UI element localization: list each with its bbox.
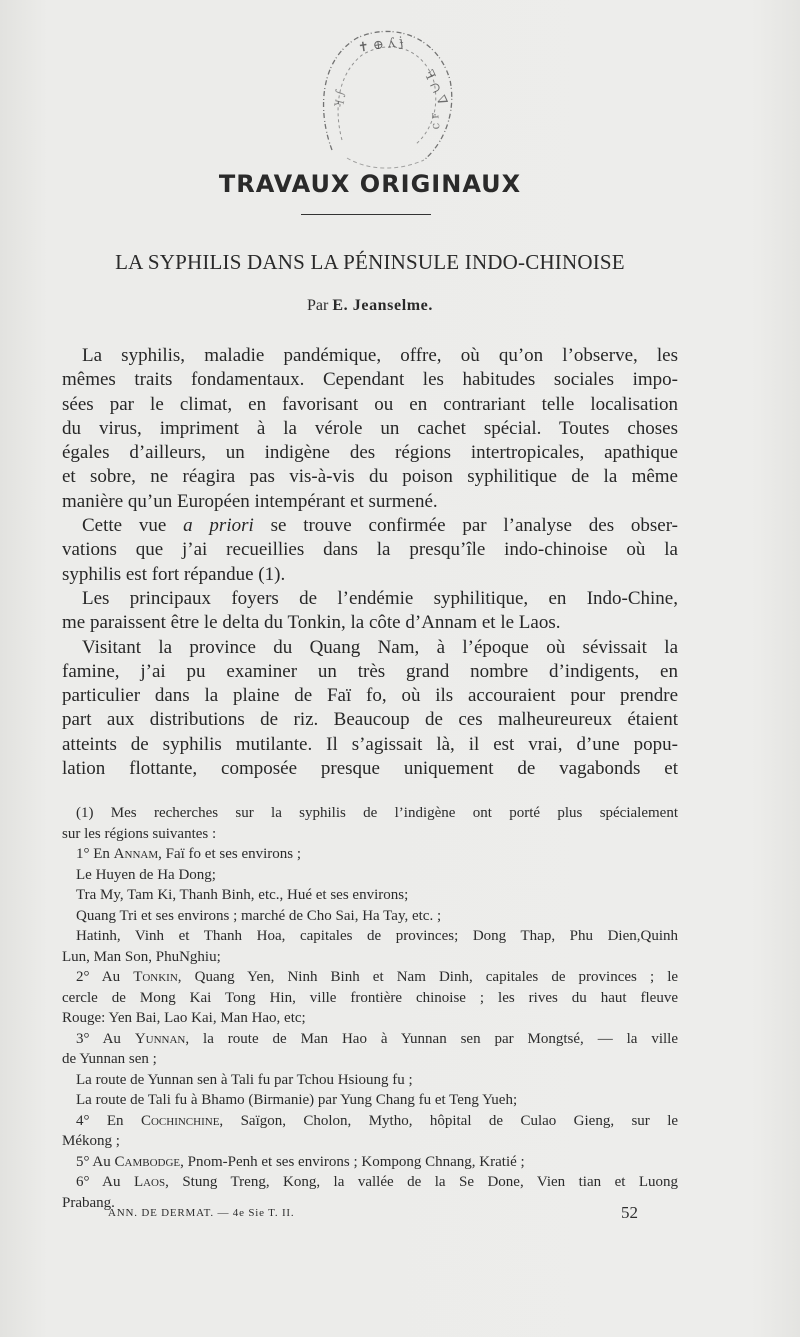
- article-title: LA SYPHILIS DANS LA PÉNINSULE INDO-CHINOISE: [115, 250, 625, 274]
- region-name: Tonkin,: [133, 969, 182, 985]
- byline: [0, 297, 740, 315]
- body-line: me paraissent être le delta du Tonkin, la côte d’Annam et le Laos.: [62, 612, 561, 634]
- body-line: syphilis est fort répandue (1).: [62, 563, 286, 585]
- body-line: vations que j’ai recueillies dans la presqu’île indo-chinoise où la: [62, 539, 678, 561]
- body-line: famine, j’ai pu examiner un très grand nombre d’indigents, en: [62, 660, 678, 682]
- region-name: Laos,: [133, 1174, 169, 1190]
- footnote-line: [62, 1172, 678, 1193]
- footnote-line: (1) Mes recherches sur la syphilis de l’indigène ont porté plus spécialement: [76, 805, 678, 821]
- footnote-text: Quang Yen, Ninh Binh et Nam Dinh, capitales de provinces ; le: [194, 969, 679, 985]
- body-line: mêmes traits fondamentaux. Cependant les habitudes sociales impo-: [62, 369, 678, 391]
- body-line: La syphilis, maladie pandémique, offre, où qu’on l’observe, les: [82, 345, 678, 366]
- footnote-number: 6° Au: [76, 1174, 121, 1190]
- footnote-line: [62, 1029, 678, 1050]
- region-name: Annam,: [113, 846, 162, 862]
- footnote-number: 2° Au: [76, 969, 121, 985]
- footnote-line: [62, 967, 678, 988]
- footnote-text: Saïgon, Cholon, Mytho, hôpital de Culao Gieng, sur le: [240, 1112, 679, 1129]
- body-line: atteints de syphilis mutilante. Il s’agissait là, il est vrai, d’une popu-: [62, 733, 678, 755]
- footnote-line: Quang Tri et ses environs ; marché de Cho Sai, Ha Tay, etc. ;: [76, 907, 442, 924]
- footnote: [62, 803, 678, 1213]
- footnote-line: cercle de Mong Kai Tong Hin, ville frontière chinoise ; les rives du haut fleuve: [62, 989, 678, 1006]
- footnote-line: La route de Yunnan sen à Tali fu par Tchou Hsioung fu ;: [76, 1071, 413, 1088]
- svg-text:ʞ ∫: ʞ ∫: [329, 88, 348, 109]
- footnote-line: Tra My, Tam Ki, Thanh Binh, etc., Hué et ses environs;: [76, 887, 409, 903]
- body-line: [62, 514, 678, 538]
- footnote-line: La route de Tali fu à Bhamo (Birmanie) par Yung Chang fu et Teng Yueh;: [76, 1092, 518, 1108]
- footnote-text: Faï fo et ses environs ;: [165, 846, 302, 862]
- footnote-line: Rouge: Yen Bai, Lao Kai, Man Hao, etc;: [62, 1010, 306, 1026]
- body-line: Visitant la province du Quang Nam, à l’époque où sévissait la: [82, 636, 678, 658]
- region-name: Yunnan,: [134, 1030, 190, 1047]
- footnote-text: Pnom-Penh et ses environs ; Kompong Chnang, Kratié ;: [187, 1153, 525, 1170]
- body-text-segment: Cette vue: [82, 515, 167, 537]
- footnote-line: [62, 1111, 678, 1132]
- body-line: part aux distributions de riz. Beaucoup de ces malheureureux étaient: [62, 709, 678, 731]
- footnote-line: Hatinh, Vinh et Thanh Hoa, capitales de provinces; Dong Thap, Phu Dien,Quinh: [76, 928, 678, 944]
- svg-text:✝ ⊕ ʎ ɉ: ✝ ⊕ ʎ ɉ: [357, 34, 405, 56]
- footnote-line: sur les régions suivantes :: [62, 825, 217, 842]
- footnote-text: la route de Man Hao à Yunnan sen par Mongtsé, — la ville: [203, 1030, 678, 1047]
- italic-phrase: a priori: [183, 515, 254, 537]
- body-line: et sobre, ne réagira pas vis-à-vis du poison syphilitique de la même: [62, 466, 678, 488]
- footnote-number: 1° En: [76, 846, 110, 862]
- region-name: Cochinchine,: [140, 1112, 224, 1129]
- region-name: Cambodge,: [114, 1153, 184, 1170]
- footnote-number: 4° En: [76, 1112, 124, 1129]
- footnote-line: de Yunnan sen ;: [62, 1051, 157, 1067]
- body-line: du virus, impriment à la vérole un cachet spécial. Toutes choses: [62, 417, 678, 439]
- footnote-line: Prabang.: [62, 1194, 115, 1211]
- library-stamp-icon: [312, 20, 462, 190]
- byline-prefix: Par: [306, 297, 329, 314]
- footnote-text: Stung Treng, Kong, la vallée de la Se Done, Vien tian et Luong: [182, 1174, 679, 1190]
- footnote-line: Le Huyen de Ha Dong;: [76, 866, 216, 883]
- body-line: sées par le climat, en favorisant ou en contrariant telle localisation: [62, 393, 678, 415]
- body-line: Les principaux foyers de l’endémie syphilitique, en Indo-Chine,: [82, 587, 678, 609]
- author-name: E. Jeanselme.: [332, 297, 433, 314]
- footnote-number: 3° Au: [76, 1030, 121, 1047]
- footnote-line: Lun, Man Son, PhuNghiu;: [62, 948, 221, 965]
- page-number: 52: [621, 1203, 638, 1222]
- footnote-line: Mékong ;: [62, 1133, 120, 1149]
- svg-text:ⅎ ɔ: ⅎ ɔ: [428, 112, 445, 130]
- article-body: [62, 344, 678, 781]
- svg-text:ꟻ ∩ ∇: ꟻ ∩ ∇: [420, 67, 450, 108]
- body-line: manière qu’un Européen intempérant et surmené.: [62, 490, 438, 512]
- page-footer: [108, 1203, 638, 1222]
- body-line: particulier dans la plaine de Faï fo, où ils accouraient pour prendre: [62, 685, 678, 707]
- footnote-line: [62, 844, 678, 865]
- body-text-segment: se trouve confirmée par l’analyse des obser-: [270, 515, 678, 537]
- body-line: lation flottante, composée presque uniquement de vagabonds et: [62, 758, 678, 780]
- section-title: TRAVAUX ORIGINAUX: [218, 170, 522, 198]
- title-divider: [301, 214, 431, 215]
- journal-reference: ANN. DE DERMAT. — 4e Sie T. II.: [108, 1207, 295, 1219]
- footnote-line: [62, 1152, 678, 1173]
- body-line: égales d’ailleurs, un indigène des régions intertropicales, apathique: [62, 442, 678, 464]
- footnote-number: 5° Au: [76, 1153, 111, 1170]
